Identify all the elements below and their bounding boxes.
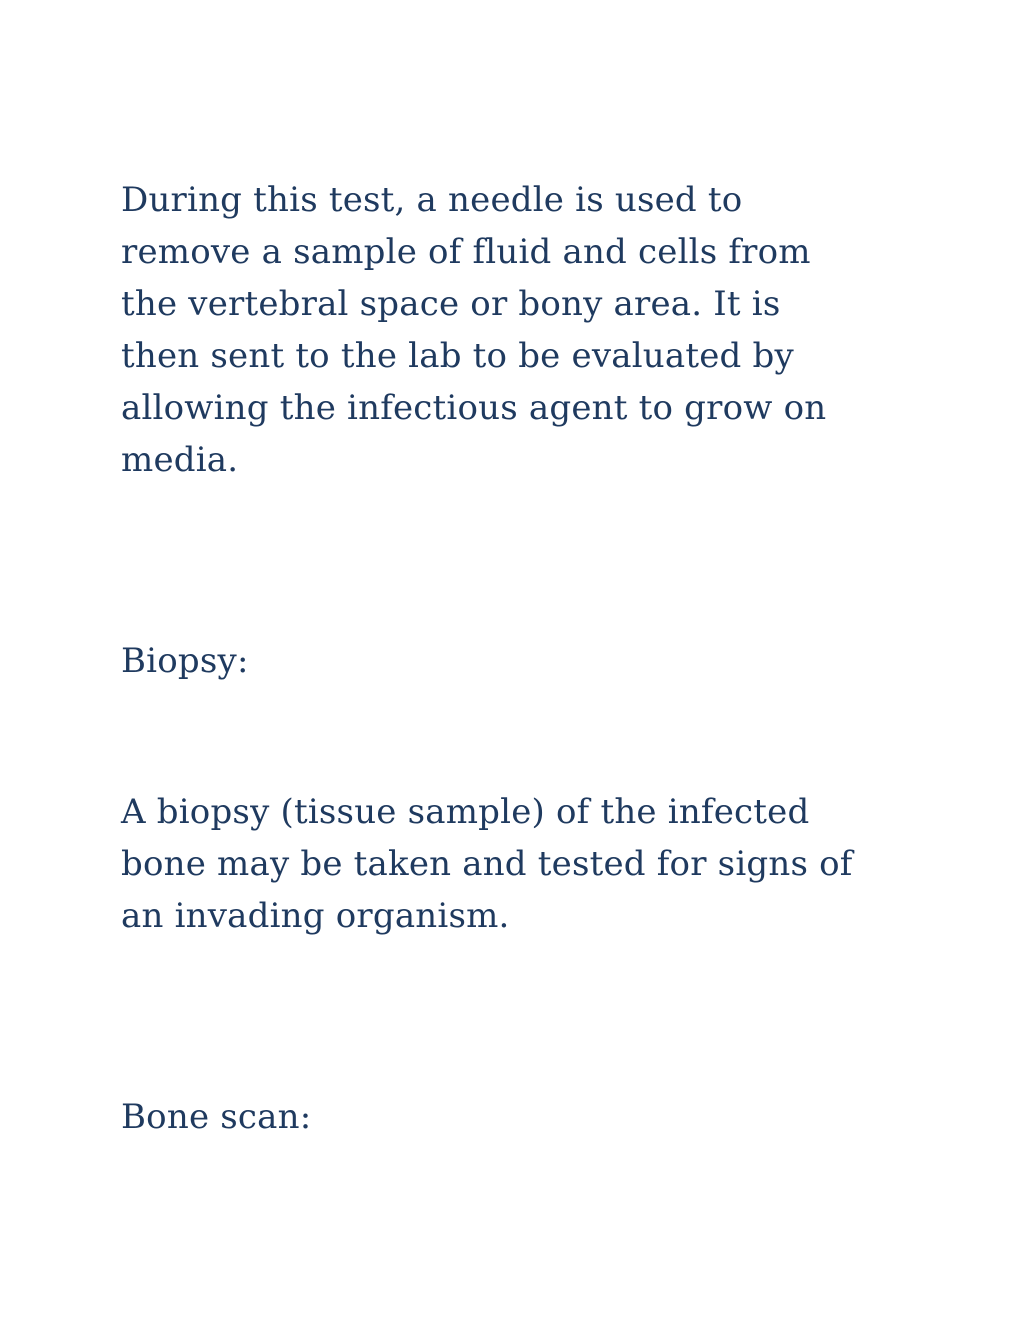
bone-scan-heading: Bone scan:	[121, 1097, 312, 1137]
biopsy-heading: Biopsy:	[121, 641, 249, 681]
biopsy-paragraph: A biopsy (tissue sample) of the infected bone may be taken and tested for signs of an invading organism.	[121, 792, 853, 936]
culture-test-paragraph: During this test, a needle is used to remove a sample of fluid and cells from the vertebral space or bony area. It is then sent to the lab to be evaluated by allowing the infectious agent to grow on media.	[121, 180, 827, 480]
